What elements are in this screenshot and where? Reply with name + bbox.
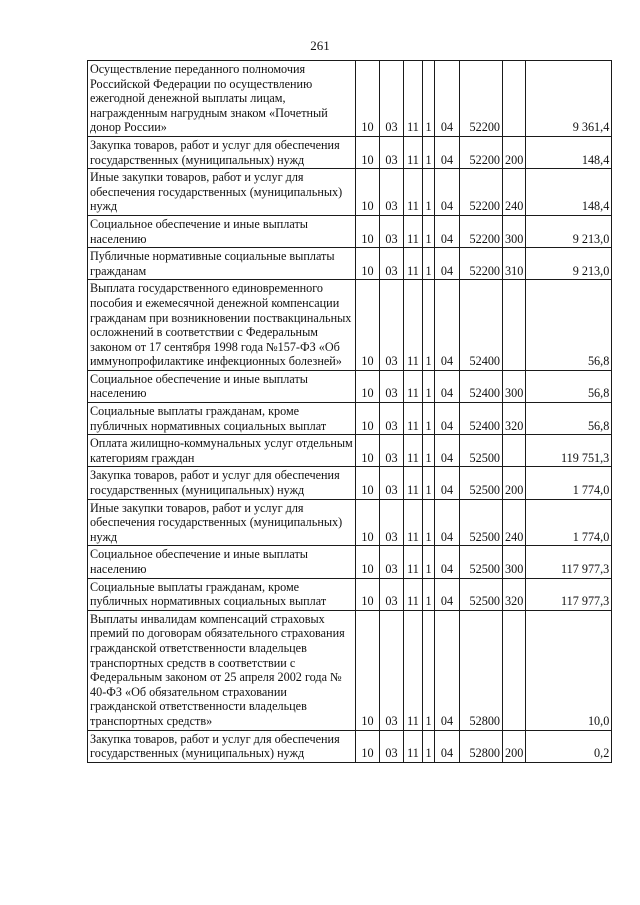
target-code-part4-cell: 52200 — [460, 169, 503, 216]
table-row — [88, 435, 612, 467]
expense-type-code-cell: 310 — [503, 248, 526, 280]
table-row — [88, 610, 612, 730]
target-code-part3-cell: 04 — [435, 370, 460, 402]
row-name-cell: Оплата жилищно-коммунальных услуг отдельным категориям граждан — [88, 435, 356, 467]
expense-type-code-cell: 200 — [503, 467, 526, 499]
table-row — [88, 280, 612, 371]
amount-cell: 10,0 — [526, 610, 612, 730]
table-row — [88, 61, 612, 137]
target-code-part3-cell: 04 — [435, 61, 460, 137]
target-code-part1-cell: 11 — [404, 403, 423, 435]
expense-type-code-cell: 300 — [503, 215, 526, 247]
row-name-cell: Осуществление переданного полномочия Российской Федерации по осуществлению ежегодной денежной выплаты лицам, награжденным нагрудным знаком «Почетный донор России» — [88, 61, 356, 137]
target-code-part1-cell: 11 — [404, 215, 423, 247]
row-name-cell: Иные закупки товаров, работ и услуг для обеспечения государственных (муниципальных) нужд — [88, 169, 356, 216]
target-code-part3-cell: 04 — [435, 215, 460, 247]
expense-type-code-cell — [503, 61, 526, 137]
target-code-part4-cell: 52500 — [460, 435, 503, 467]
target-code-part3-cell: 04 — [435, 136, 460, 168]
expense-type-code-cell: 240 — [503, 169, 526, 216]
target-code-part1-cell: 11 — [404, 248, 423, 280]
amount-cell: 9 361,4 — [526, 61, 612, 137]
subsection-code-cell: 03 — [380, 403, 404, 435]
section-code-cell: 10 — [356, 403, 380, 435]
subsection-code-cell: 03 — [380, 467, 404, 499]
target-code-part2-cell: 1 — [423, 546, 435, 578]
subsection-code-cell: 03 — [380, 136, 404, 168]
table-row — [88, 169, 612, 216]
amount-cell: 1 774,0 — [526, 499, 612, 546]
target-code-part4-cell: 52500 — [460, 467, 503, 499]
target-code-part1-cell: 11 — [404, 730, 423, 762]
target-code-part1-cell: 11 — [404, 610, 423, 730]
target-code-part4-cell: 52800 — [460, 730, 503, 762]
subsection-code-cell: 03 — [380, 248, 404, 280]
table-row — [88, 248, 612, 280]
row-name-cell: Социальные выплаты гражданам, кроме публичных нормативных социальных выплат — [88, 578, 356, 610]
section-code-cell: 10 — [356, 499, 380, 546]
section-code-cell: 10 — [356, 730, 380, 762]
target-code-part2-cell: 1 — [423, 61, 435, 137]
expense-type-code-cell: 240 — [503, 499, 526, 546]
amount-cell: 117 977,3 — [526, 546, 612, 578]
target-code-part1-cell: 11 — [404, 280, 423, 371]
row-name-cell: Социальное обеспечение и иные выплаты населению — [88, 370, 356, 402]
subsection-code-cell: 03 — [380, 610, 404, 730]
table-row — [88, 215, 612, 247]
table-row — [88, 467, 612, 499]
target-code-part1-cell: 11 — [404, 499, 423, 546]
subsection-code-cell: 03 — [380, 546, 404, 578]
section-code-cell: 10 — [356, 610, 380, 730]
table-row — [88, 370, 612, 402]
target-code-part2-cell: 1 — [423, 370, 435, 402]
target-code-part4-cell: 52800 — [460, 610, 503, 730]
row-name-cell: Социальные выплаты гражданам, кроме публичных нормативных социальных выплат — [88, 403, 356, 435]
expense-type-code-cell: 320 — [503, 403, 526, 435]
expense-type-code-cell: 300 — [503, 370, 526, 402]
target-code-part2-cell: 1 — [423, 610, 435, 730]
target-code-part3-cell: 04 — [435, 546, 460, 578]
target-code-part2-cell: 1 — [423, 435, 435, 467]
target-code-part1-cell: 11 — [404, 467, 423, 499]
section-code-cell: 10 — [356, 370, 380, 402]
amount-cell: 148,4 — [526, 136, 612, 168]
amount-cell: 9 213,0 — [526, 248, 612, 280]
section-code-cell: 10 — [356, 61, 380, 137]
target-code-part2-cell: 1 — [423, 169, 435, 216]
section-code-cell: 10 — [356, 215, 380, 247]
amount-cell: 148,4 — [526, 169, 612, 216]
target-code-part3-cell: 04 — [435, 435, 460, 467]
target-code-part3-cell: 04 — [435, 610, 460, 730]
subsection-code-cell: 03 — [380, 169, 404, 216]
table-row — [88, 403, 612, 435]
amount-cell: 119 751,3 — [526, 435, 612, 467]
row-name-cell: Закупка товаров, работ и услуг для обеспечения государственных (муниципальных) нужд — [88, 730, 356, 762]
target-code-part4-cell: 52400 — [460, 370, 503, 402]
target-code-part1-cell: 11 — [404, 169, 423, 216]
table-row — [88, 546, 612, 578]
amount-cell: 117 977,3 — [526, 578, 612, 610]
table-row — [88, 578, 612, 610]
subsection-code-cell: 03 — [380, 730, 404, 762]
row-name-cell: Выплаты инвалидам компенсаций страховых премий по договорам обязательного страхования гражданской ответственности владельцев транспортных средств в соответствии с Федеральным законом от 25 апреля 2002 года № 40-ФЗ «Об обязательном страховании гражданской ответственности владельцев транспортных средств» — [88, 610, 356, 730]
expense-type-code-cell: 320 — [503, 578, 526, 610]
target-code-part3-cell: 04 — [435, 280, 460, 371]
target-code-part1-cell: 11 — [404, 435, 423, 467]
amount-cell: 56,8 — [526, 403, 612, 435]
target-code-part4-cell: 52200 — [460, 136, 503, 168]
amount-cell: 0,2 — [526, 730, 612, 762]
section-code-cell: 10 — [356, 578, 380, 610]
expense-type-code-cell: 200 — [503, 136, 526, 168]
section-code-cell: 10 — [356, 435, 380, 467]
target-code-part4-cell: 52200 — [460, 61, 503, 137]
target-code-part2-cell: 1 — [423, 499, 435, 546]
target-code-part4-cell: 52500 — [460, 499, 503, 546]
page-number: 261 — [310, 38, 330, 53]
target-code-part4-cell: 52500 — [460, 546, 503, 578]
target-code-part3-cell: 04 — [435, 467, 460, 499]
row-name-cell: Закупка товаров, работ и услуг для обеспечения государственных (муниципальных) нужд — [88, 467, 356, 499]
target-code-part1-cell: 11 — [404, 578, 423, 610]
target-code-part1-cell: 11 — [404, 136, 423, 168]
section-code-cell: 10 — [356, 169, 380, 216]
target-code-part4-cell: 52200 — [460, 215, 503, 247]
expense-type-code-cell — [503, 435, 526, 467]
budget-table-body — [88, 61, 612, 763]
row-name-cell: Публичные нормативные социальные выплаты гражданам — [88, 248, 356, 280]
target-code-part4-cell: 52400 — [460, 280, 503, 371]
target-code-part3-cell: 04 — [435, 578, 460, 610]
row-name-cell: Иные закупки товаров, работ и услуг для обеспечения государственных (муниципальных) нужд — [88, 499, 356, 546]
target-code-part2-cell: 1 — [423, 280, 435, 371]
section-code-cell: 10 — [356, 248, 380, 280]
target-code-part1-cell: 11 — [404, 546, 423, 578]
expense-type-code-cell: 300 — [503, 546, 526, 578]
row-name-cell: Закупка товаров, работ и услуг для обеспечения государственных (муниципальных) нужд — [88, 136, 356, 168]
target-code-part3-cell: 04 — [435, 499, 460, 546]
target-code-part2-cell: 1 — [423, 136, 435, 168]
target-code-part2-cell: 1 — [423, 730, 435, 762]
target-code-part2-cell: 1 — [423, 215, 435, 247]
amount-cell: 1 774,0 — [526, 467, 612, 499]
subsection-code-cell: 03 — [380, 499, 404, 546]
amount-cell: 56,8 — [526, 280, 612, 371]
target-code-part3-cell: 04 — [435, 248, 460, 280]
section-code-cell: 10 — [356, 136, 380, 168]
table-row — [88, 730, 612, 762]
target-code-part2-cell: 1 — [423, 578, 435, 610]
subsection-code-cell: 03 — [380, 370, 404, 402]
expense-type-code-cell: 200 — [503, 730, 526, 762]
subsection-code-cell: 03 — [380, 435, 404, 467]
row-name-cell: Социальное обеспечение и иные выплаты населению — [88, 215, 356, 247]
subsection-code-cell: 03 — [380, 578, 404, 610]
section-code-cell: 10 — [356, 467, 380, 499]
target-code-part4-cell: 52200 — [460, 248, 503, 280]
row-name-cell: Выплата государственного единовременного пособия и ежемесячной денежной компенсации гражданам при возникновении поствакцинальных осложнений в соответствии с Федеральным законом от 17 сентября 1998 года №157-ФЗ «Об иммунопрофилактике инфекционных болезней» — [88, 280, 356, 371]
section-code-cell: 10 — [356, 280, 380, 371]
amount-cell: 9 213,0 — [526, 215, 612, 247]
target-code-part1-cell: 11 — [404, 370, 423, 402]
target-code-part2-cell: 1 — [423, 403, 435, 435]
table-row — [88, 136, 612, 168]
budget-table — [87, 60, 612, 763]
target-code-part3-cell: 04 — [435, 730, 460, 762]
target-code-part1-cell: 11 — [404, 61, 423, 137]
amount-cell: 56,8 — [526, 370, 612, 402]
expense-type-code-cell — [503, 610, 526, 730]
target-code-part2-cell: 1 — [423, 248, 435, 280]
table-row — [88, 499, 612, 546]
subsection-code-cell: 03 — [380, 280, 404, 371]
subsection-code-cell: 03 — [380, 61, 404, 137]
target-code-part4-cell: 52500 — [460, 578, 503, 610]
target-code-part2-cell: 1 — [423, 467, 435, 499]
row-name-cell: Социальное обеспечение и иные выплаты населению — [88, 546, 356, 578]
target-code-part3-cell: 04 — [435, 169, 460, 216]
target-code-part3-cell: 04 — [435, 403, 460, 435]
subsection-code-cell: 03 — [380, 215, 404, 247]
target-code-part4-cell: 52400 — [460, 403, 503, 435]
section-code-cell: 10 — [356, 546, 380, 578]
expense-type-code-cell — [503, 280, 526, 371]
